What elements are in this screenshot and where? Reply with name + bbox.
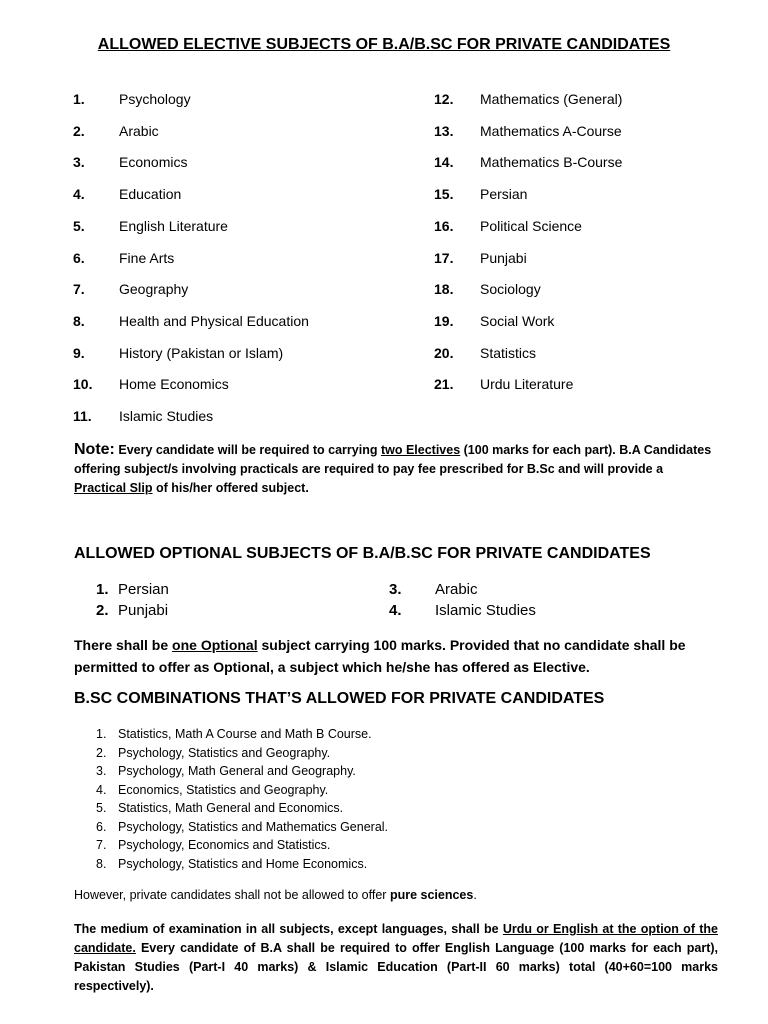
- item-subject: Sociology: [480, 281, 541, 298]
- item-subject: Mathematics B-Course: [480, 154, 623, 171]
- however-text: However, private candidates shall not be allowed to offer: [74, 888, 390, 902]
- combinations-title: B.SC COMBINATIONS THAT’S ALLOWED FOR PRIVATE CANDIDATES: [74, 690, 605, 707]
- item-number: 12.: [434, 91, 454, 107]
- combination-item: [96, 762, 716, 781]
- medium-paragraph: [74, 920, 718, 996]
- note-text-2: (100 marks for each part). B.A Candidates offering subject/s involving practicals are required to pay fee prescribed for B.Sc and will provide a: [74, 443, 712, 476]
- medium-text-2: Every candidate of B.A shall be required to offer English Language (100 marks for each part), Pakistan Studies (Part-I 40 marks) & Islamic Education (Part-II 60 marks) total (40+60=100 marks respectively).: [74, 941, 718, 993]
- item-subject: Statistics: [480, 344, 537, 361]
- item-subject: Punjabi: [480, 249, 527, 266]
- item-number: 17.: [434, 249, 454, 266]
- item-number: 4.: [389, 602, 402, 619]
- elective-note: [74, 440, 718, 498]
- item-subject: Arabic: [435, 581, 478, 598]
- item-number: 1.: [96, 581, 109, 598]
- item-number: 20.: [434, 344, 454, 361]
- optional-text-1: There shall be: [74, 637, 173, 653]
- note-text-1: Every candidate will be required to carrying: [114, 443, 381, 457]
- item-number: 4.: [73, 186, 85, 203]
- item-number: 15.: [434, 186, 454, 203]
- elective-title: ALLOWED ELECTIVE SUBJECTS OF B.A/B.SC FOR PRIVATE CANDIDATES: [97, 36, 671, 53]
- combination-number: 3.: [96, 764, 107, 778]
- item-number: 2.: [73, 122, 85, 139]
- combination-text: Economics, Statistics and Geography.: [118, 782, 329, 797]
- combination-number: 1.: [96, 727, 107, 741]
- item-number: 1.: [73, 91, 85, 107]
- item-subject: Education: [119, 186, 182, 203]
- combination-text: Statistics, Math A Course and Math B Course.: [118, 727, 372, 741]
- item-subject: Fine Arts: [119, 249, 175, 266]
- item-number: 10.: [73, 376, 93, 393]
- combination-item: [96, 725, 716, 744]
- item-number: 6.: [73, 249, 85, 266]
- combination-number: 8.: [96, 856, 107, 871]
- item-subject: Islamic Studies: [119, 408, 214, 424]
- item-number: 8.: [73, 312, 85, 329]
- item-number: 13.: [434, 122, 454, 139]
- item-number: 5.: [73, 217, 85, 234]
- combination-text: Psychology, Economics and Statistics.: [118, 838, 331, 852]
- item-number: 7.: [73, 281, 85, 298]
- item-subject: Urdu Literature: [480, 376, 574, 393]
- item-subject: History (Pakistan or Islam): [119, 344, 284, 361]
- combination-text: Psychology, Statistics and Home Economics.: [118, 856, 368, 871]
- item-subject: Islamic Studies: [435, 602, 536, 619]
- combination-text: Psychology, Statistics and Geography.: [118, 745, 331, 760]
- combination-number: 6.: [96, 819, 107, 834]
- item-subject: English Literature: [119, 217, 228, 234]
- item-number: 2.: [96, 602, 109, 619]
- combination-number: 5.: [96, 801, 107, 815]
- item-subject: Health and Physical Education: [119, 312, 309, 329]
- item-number: 3.: [73, 154, 85, 171]
- item-subject: Mathematics (General): [480, 91, 623, 107]
- item-subject: Psychology: [119, 91, 191, 107]
- however-sentence: [74, 888, 477, 902]
- however-end: .: [473, 888, 477, 902]
- combination-item: [96, 818, 716, 837]
- note-underline-1: two Electives: [380, 443, 461, 457]
- combination-item: [96, 799, 716, 818]
- however-bold: pure sciences: [389, 888, 474, 902]
- item-subject: Persian: [118, 581, 169, 598]
- note-label: Note:: [74, 441, 115, 458]
- item-number: 16.: [434, 217, 454, 234]
- item-subject: Political Science: [480, 217, 582, 234]
- item-number: 21.: [434, 376, 454, 393]
- item-number: 3.: [389, 581, 402, 598]
- item-subject: Punjabi: [118, 602, 169, 619]
- item-number: 18.: [434, 281, 454, 298]
- item-number: 11.: [73, 408, 92, 424]
- optional-title: ALLOWED OPTIONAL SUBJECTS OF B.A/B.SC FOR PRIVATE CANDIDATES: [74, 545, 651, 562]
- item-subject: Economics: [119, 154, 188, 171]
- combination-item: [96, 781, 716, 800]
- item-number: 14.: [434, 154, 454, 171]
- medium-underline-1: Urdu or English at the option of the candidate.: [74, 922, 718, 955]
- medium-text-1: The medium of examination in all subjects, except languages, shall be: [74, 922, 503, 936]
- combination-item: [96, 836, 716, 855]
- combination-item: [96, 855, 716, 874]
- item-subject: Social Work: [480, 312, 555, 329]
- combination-text: Psychology, Math General and Geography.: [118, 764, 356, 778]
- combination-text: Statistics, Math General and Economics.: [118, 801, 344, 815]
- combinations-list: [96, 725, 716, 873]
- combination-text: Psychology, Statistics and Mathematics General.: [118, 819, 389, 834]
- item-subject: Mathematics A-Course: [480, 122, 622, 139]
- item-number: 9.: [73, 344, 85, 361]
- item-subject: Geography: [119, 281, 189, 298]
- optional-underline-1: one Optional: [172, 637, 258, 653]
- combination-number: 7.: [96, 838, 107, 852]
- item-subject: Home Economics: [119, 376, 229, 393]
- item-subject: Persian: [480, 186, 528, 203]
- item-subject: Arabic: [119, 122, 159, 139]
- note-underline-2: Practical Slip: [74, 481, 153, 495]
- item-number: 19.: [434, 312, 454, 329]
- optional-text-2: subject carrying 100 marks. Provided that no candidate shall be permitted to offer as Optional, a subject which he/she has offered as Elective.: [74, 637, 686, 675]
- note-text-3: of his/her offered subject.: [152, 481, 309, 495]
- combination-number: 2.: [96, 745, 107, 760]
- optional-paragraph: [74, 634, 724, 678]
- combination-item: [96, 744, 716, 763]
- combination-number: 4.: [96, 782, 107, 797]
